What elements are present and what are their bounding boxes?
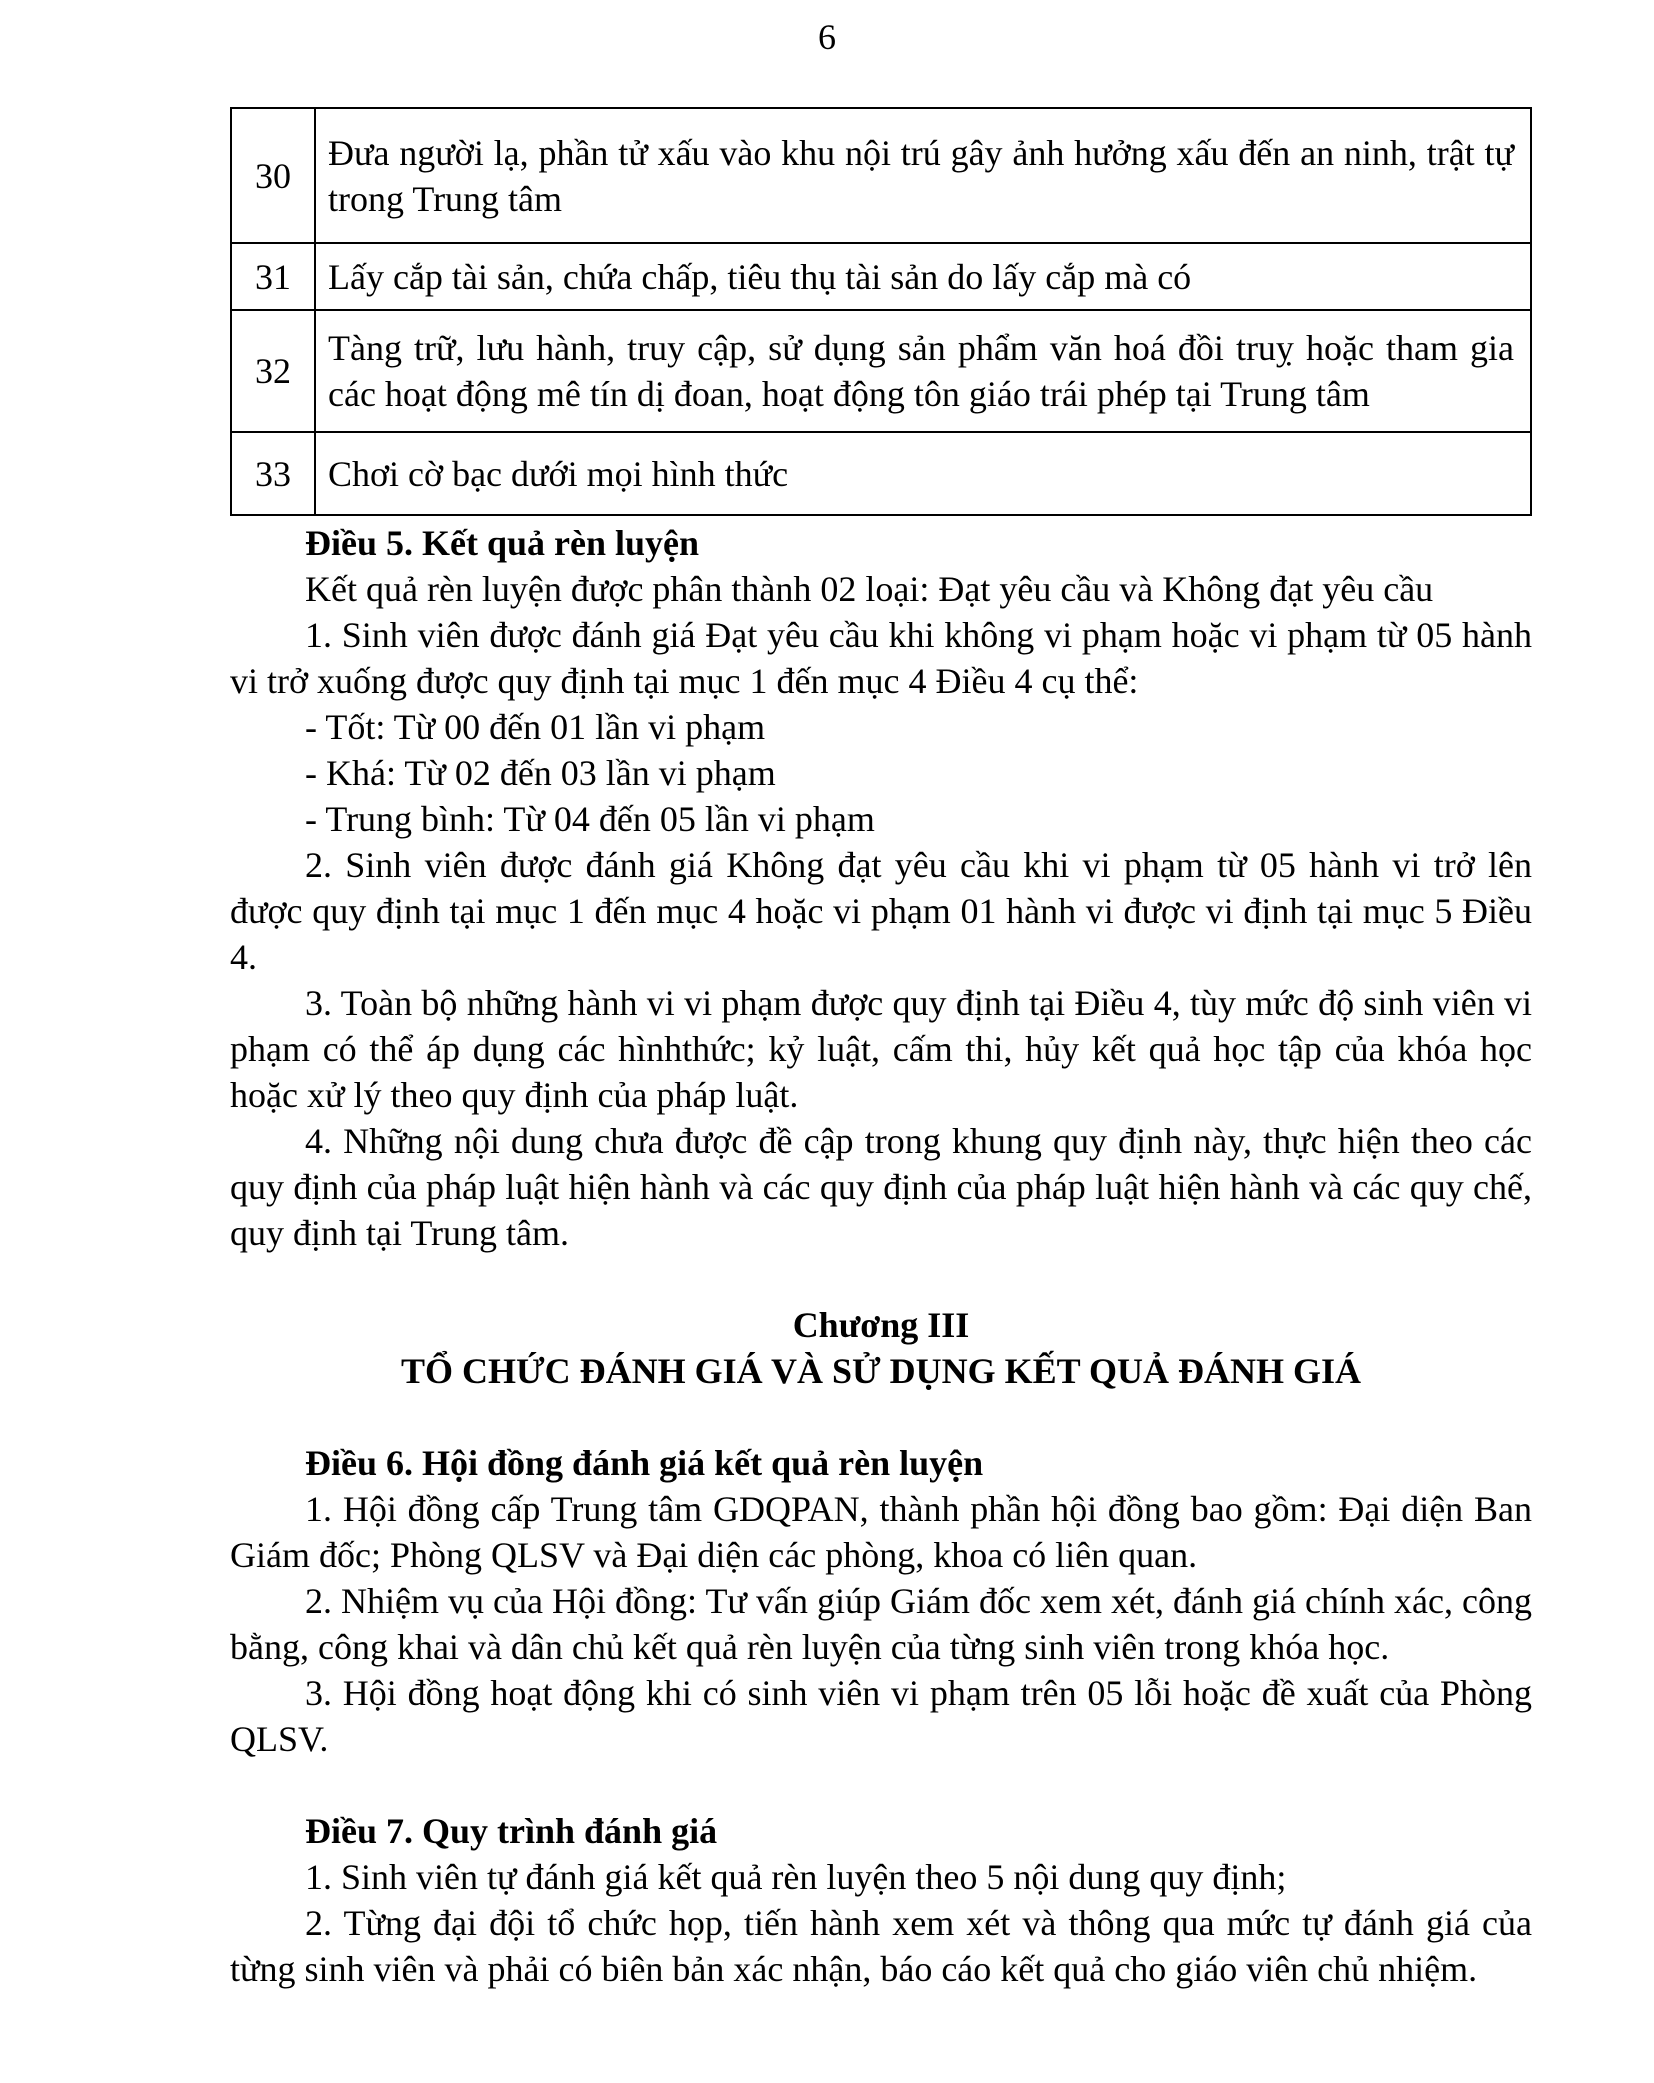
article-6-item-3: 3. Hội đồng hoạt động khi có sinh viên vi phạm trên 05 lỗi hoặc đề xuất của Phòng QLSV. xyxy=(230,1673,1532,1759)
article-6-item-1: 1. Hội đồng cấp Trung tâm GDQPAN, thành phần hội đồng bao gồm: Đại diện Ban Giám đốc; Phòng QLSV và Đại diện các phòng, khoa có liên quan. xyxy=(230,1489,1532,1575)
table-row xyxy=(231,310,1531,432)
article-5-bullet-kha: - Khá: Từ 02 đến 03 lần vi phạm xyxy=(305,753,776,793)
violations-table-body xyxy=(231,108,1531,515)
article-5-intro: Kết quả rèn luyện được phân thành 02 loại: Đạt yêu cầu và Không đạt yêu cầu xyxy=(305,569,1434,609)
article-7-item-2: 2. Từng đại đội tổ chức họp, tiến hành xem xét và thông qua mức tự đánh giá của từng sinh viên và phải có biên bản xác nhận, báo cáo kết quả cho giáo viên chủ nhiệm. xyxy=(230,1903,1532,1989)
article-5-item-1: 1. Sinh viên được đánh giá Đạt yêu cầu khi không vi phạm hoặc vi phạm từ 05 hành vi trở xuống được quy định tại mục 1 đến mục 4 Điều 4 cụ thể: xyxy=(230,615,1532,701)
article-6-item-2: 2. Nhiệm vụ của Hội đồng: Tư vấn giúp Giám đốc xem xét, đánh giá chính xác, công bằng, công khai và dân chủ kết quả rèn luyện của từng sinh viên trong khóa học. xyxy=(230,1581,1532,1667)
violation-text: Lấy cắp tài sản, chứa chấp, tiêu thụ tài sản do lấy cắp mà có xyxy=(315,243,1531,310)
article-5-bullet-tot: - Tốt: Từ 00 đến 01 lần vi phạm xyxy=(305,707,766,747)
article-5-item-4: 4. Những nội dung chưa được đề cập trong khung quy định này, thực hiện theo các quy định của pháp luật hiện hành và các quy định của pháp luật hiện hành và các quy chế, quy định tại Trung tâm. xyxy=(230,1121,1532,1253)
table-row xyxy=(231,108,1531,243)
table-row xyxy=(231,243,1531,310)
article-6-heading: Điều 6. Hội đồng đánh giá kết quả rèn luyện xyxy=(305,1443,984,1483)
article-7-item-1: 1. Sinh viên tự đánh giá kết quả rèn luyện theo 5 nội dung quy định; xyxy=(305,1857,1287,1897)
document-body xyxy=(230,520,1532,1992)
violation-text: Tàng trữ, lưu hành, truy cập, sử dụng sản phẩm văn hoá đồi truỵ hoặc tham gia các hoạt động mê tín dị đoan, hoạt động tôn giáo trái phép tại Trung tâm xyxy=(315,310,1531,432)
violation-number: 31 xyxy=(231,243,315,310)
violation-number: 32 xyxy=(231,310,315,432)
violations-table xyxy=(230,107,1532,516)
chapter-3-label: Chương III xyxy=(792,1305,970,1345)
violation-number: 30 xyxy=(231,108,315,243)
page-number: 6 xyxy=(818,17,836,57)
violation-text: Đưa người lạ, phần tử xấu vào khu nội trú gây ảnh hưởng xấu đến an ninh, trật tự trong Trung tâm xyxy=(315,108,1531,243)
chapter-3-title: TỔ CHỨC ĐÁNH GIÁ VÀ SỬ DỤNG KẾT QUẢ ĐÁNH GIÁ xyxy=(400,1351,1362,1391)
article-5-heading: Điều 5. Kết quả rèn luyện xyxy=(305,523,700,563)
article-5-item-3: 3. Toàn bộ những hành vi vi phạm được quy định tại Điều 4, tùy mức độ sinh viên vi phạm có thể áp dụng các hìnhthức; kỷ luật, cấm thi, hủy kết quả học tập của khóa học hoặc xử lý theo quy định của pháp luật. xyxy=(230,983,1532,1115)
article-5-bullet-trung-binh: - Trung bình: Từ 04 đến 05 lần vi phạm xyxy=(305,799,875,839)
chapter-3-heading-block xyxy=(230,1302,1532,1394)
article-5-item-2: 2. Sinh viên được đánh giá Không đạt yêu cầu khi vi phạm từ 05 hành vi trở lên được quy định tại mục 1 đến mục 4 hoặc vi phạm 01 hành vi được vi định tại mục 5 Điều 4. xyxy=(230,845,1532,977)
article-7-heading: Điều 7. Quy trình đánh giá xyxy=(305,1811,718,1851)
violation-text: Chơi cờ bạc dưới mọi hình thức xyxy=(315,432,1531,515)
violation-number: 33 xyxy=(231,432,315,515)
table-row xyxy=(231,432,1531,515)
